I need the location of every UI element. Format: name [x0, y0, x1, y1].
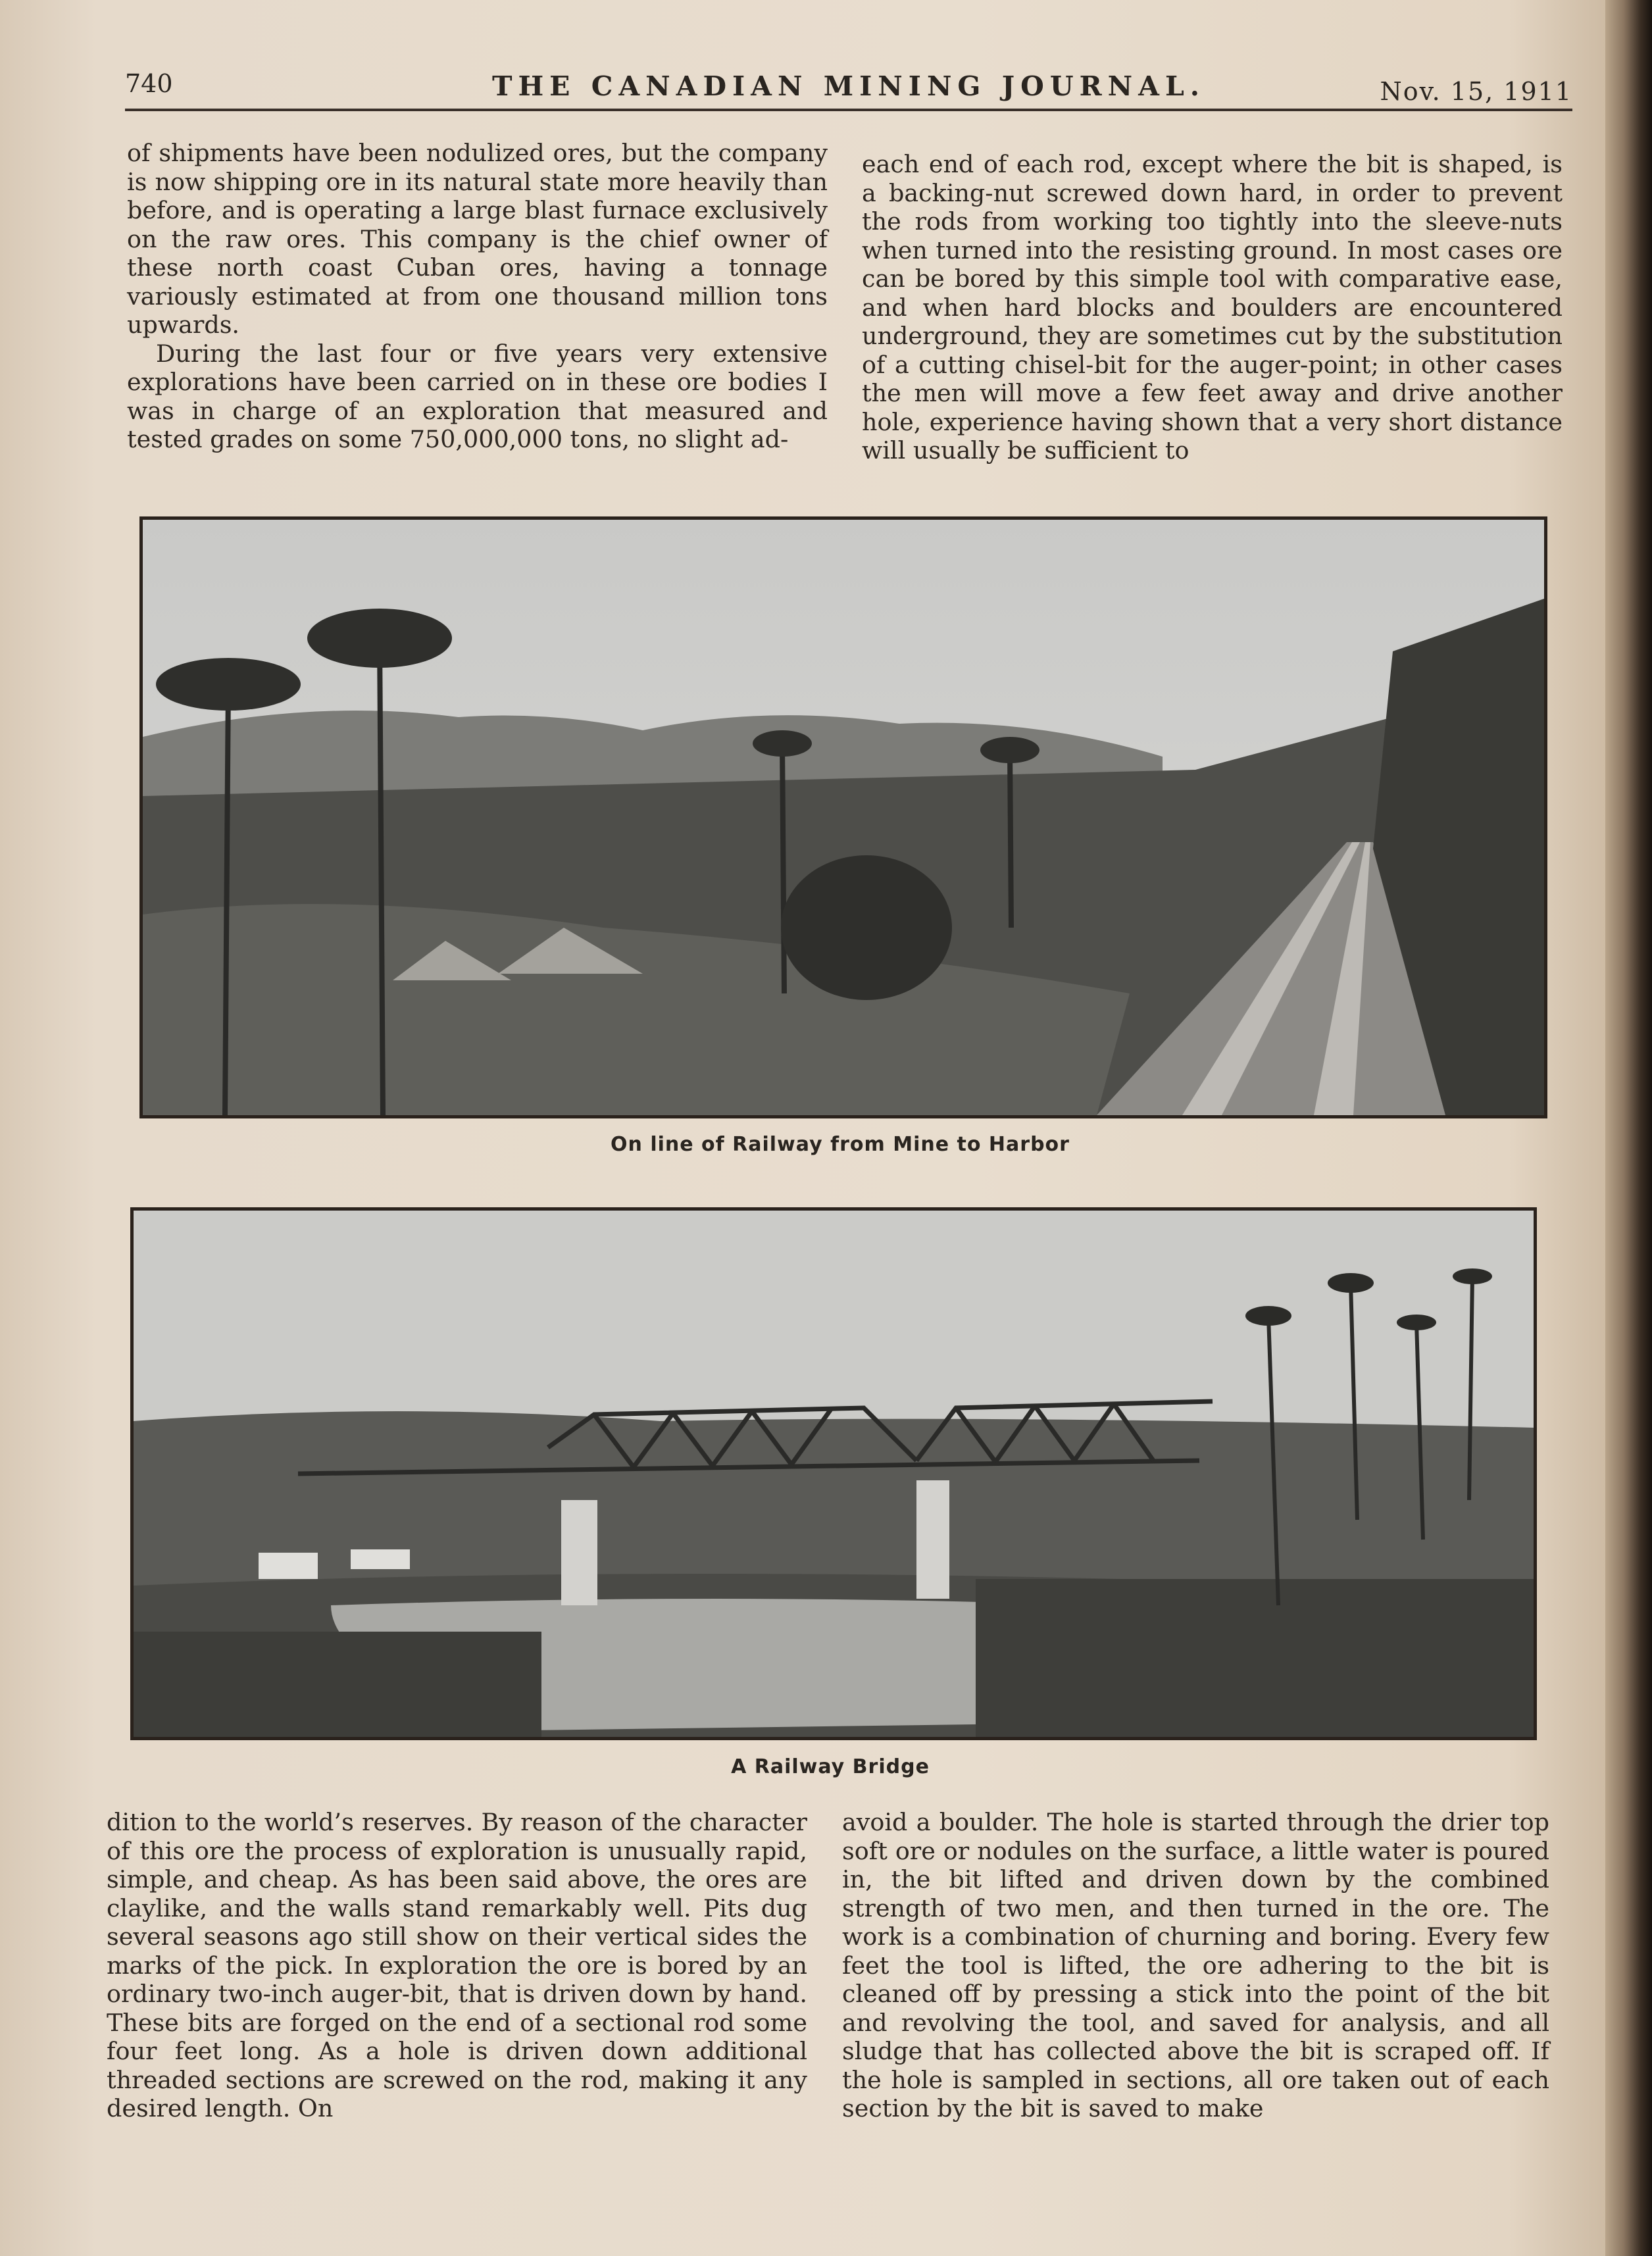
paragraph: of shipments have been nodulized ores, but the company is now shipping ore in its natural state more heavily than before, and is operating a large blast furnace exclusively on the raw ores. This company is the chief owner of these north coast Cuban ores, having a tonnage variously estimated at from one thousand million tons upwards. — [127, 139, 828, 339]
railway-photo — [139, 516, 1547, 1118]
paragraph: During the last four or five years very extensive explorations have been carried on in these ore bodies I was in charge of an exploration that measured and tested grades on some 750,000,000 tons, no slight ad- — [127, 339, 828, 453]
page-header — [125, 63, 1572, 115]
text-column-top-right — [862, 150, 1563, 465]
paragraph: each end of each rod, except where the bit is shaped, is a backing-nut screwed down hard, in order to prevent the rods from working too tightly into the sleeve-nuts when turned into the resisting ground. In most cases ore can be bored by this simple tool with comparative ease, and when hard blocks and boulders are encountered underground, they are sometimes cut by the substitution of a cutting chisel-bit for the auger-point; in other cases the men will move a few feet away and drive another hole, experience having shown that a very short distance will usually be sufficient to — [862, 150, 1563, 464]
text-column-bottom-left — [107, 1808, 807, 2123]
text-column-top-left — [127, 139, 828, 454]
header-rule — [125, 109, 1572, 111]
paragraph: dition to the world’s reserves. By reason of the character of this ore the process of exploration is unusually rapid, simple, and cheap. As has been said above, the ores are claylike, and the walls stand remarkably well. Pits dug several seasons ago still show on their vertical sides the marks of the pick. In exploration the ore is bored by an ordinary two-inch auger-bit, that is driven down by hand. These bits are forged on the end of a sectional rod some four feet long. As a hole is driven down additional threaded sections are screwed on the rod, making it any desired length. On — [107, 1808, 807, 2122]
text-column-bottom-right — [842, 1808, 1549, 2123]
figure-caption: A Railway Bridge — [731, 1755, 930, 1778]
railway-bridge-photo — [130, 1207, 1537, 1740]
page-number: 740 — [125, 69, 173, 98]
figure-caption: On line of Railway from Mine to Harbor — [611, 1133, 1070, 1156]
book-spine — [1605, 0, 1652, 2256]
journal-title: THE CANADIAN MINING JOURNAL. — [491, 70, 1206, 102]
paragraph: avoid a boulder. The hole is started through the drier top soft ore or nodules on the surface, a little water is poured in, the bit lifted and driven down by the combined strength of two men, and then turned in the ore. The work is a combination of churning and boring. Every few feet the tool is lifted, the ore adhering to the bit is cleaned off by pressing a stick into the point of the bit and revolving the tool, and saved for analysis, and all sludge that has collected above the bit is scraped off. If the hole is sampled in sections, all ore taken out of each section by the bit is saved to make — [842, 1808, 1549, 2122]
issue-date: Nov. 15, 1911 — [1380, 77, 1572, 106]
